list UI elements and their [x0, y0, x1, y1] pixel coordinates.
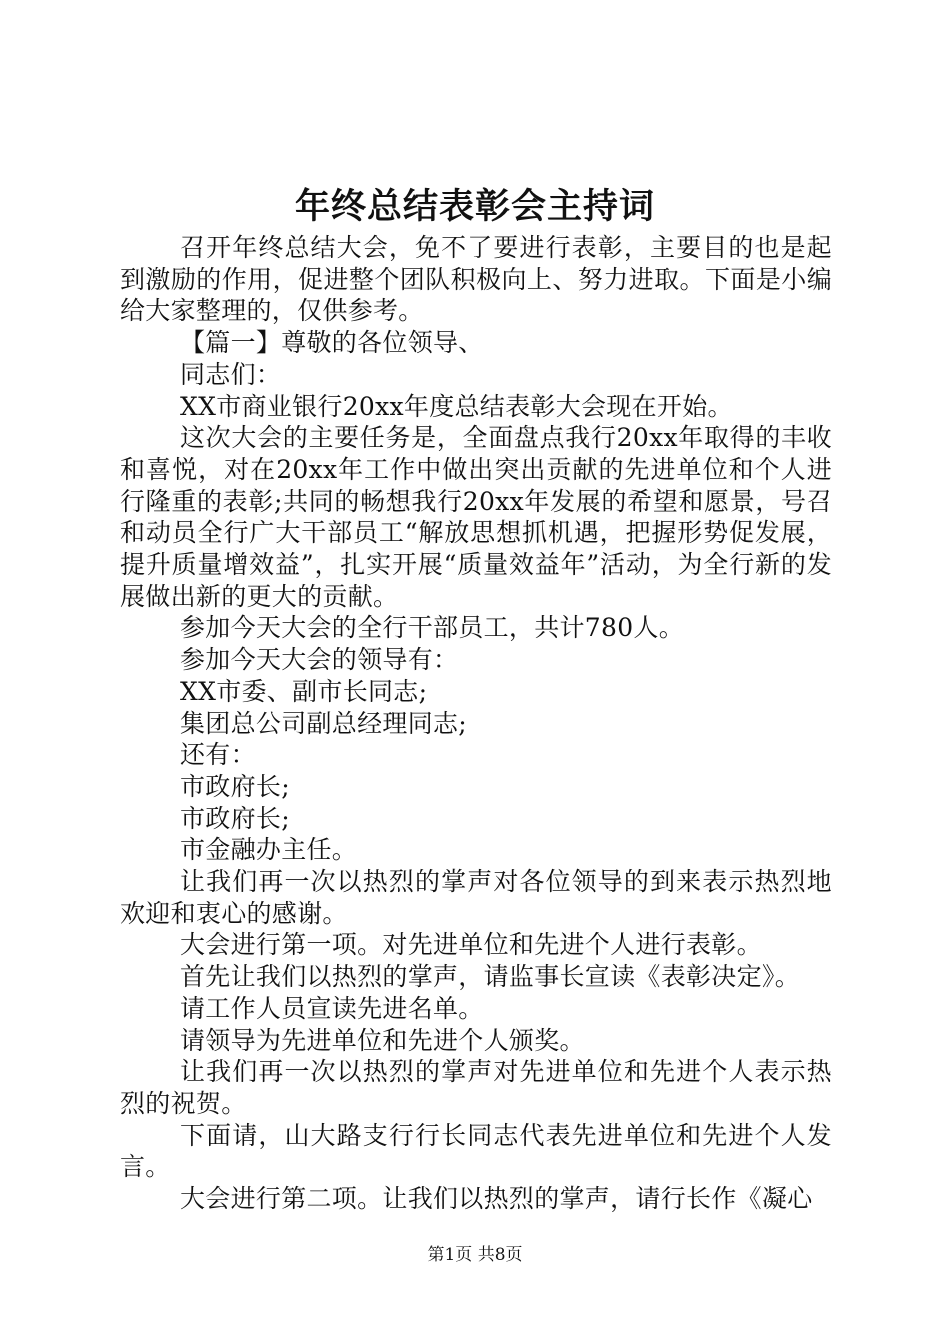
paragraph: 【篇一】尊敬的各位领导、	[180, 328, 484, 358]
paragraph: 让我们再一次以热烈的掌声对先进单位和先进个人表示热烈的祝贺。	[120, 1057, 832, 1118]
paragraph: 参加今天大会的全行干部员工，共计780人。	[180, 613, 685, 643]
document-title: 年终总结表彰会主持词	[294, 186, 655, 227]
paragraph: 市金融办主任。	[180, 835, 358, 865]
paragraph: 请工作人员宣读先进名单。	[180, 993, 484, 1023]
paragraph: 市政府长;	[180, 771, 290, 801]
page-footer: 第1页 共8页	[427, 1245, 523, 1265]
document-body	[120, 232, 832, 1215]
paragraph: 首先让我们以热烈的掌声，请监事长宣读《表彰决定》。	[180, 962, 801, 992]
paragraph: 大会进行第一项。对先进单位和先进个人进行表彰。	[180, 930, 762, 960]
paragraph: 这次大会的主要任务是，全面盘点我行20xx年取得的丰收和喜悦，对在20xx年工作中做出突出贡献的先进单位和个人进行隆重的表彰;共同的畅想我行20xx年发展的希望和愿景，号召和动员全行广大干部员工“解放思想抓机遇，把握形势促发展，提升质量增效益”，扎实开展“质量效益年”活动，为全行新的发展做出新的更大的贡献。	[120, 423, 832, 611]
paragraph: XX市委、副市长同志;	[180, 676, 428, 706]
paragraph: 请领导为先进单位和先进个人颁奖。	[180, 1025, 585, 1055]
paragraph: XX市商业银行20xx年度总结表彰大会现在开始。	[180, 391, 733, 421]
paragraph: 大会进行第二项。让我们以热烈的掌声，请行长作《凝心	[180, 1184, 813, 1214]
paragraph: 让我们再一次以热烈的掌声对各位领导的到来表示热烈地欢迎和衷心的感谢。	[120, 867, 832, 928]
paragraph: 市政府长;	[180, 803, 290, 833]
paragraph: 召开年终总结大会，免不了要进行表彰，主要目的也是起到激励的作用，促进整个团队积极向上、努力进取。下面是小编给大家整理的，仅供参考。	[120, 233, 832, 326]
paragraph: 还有：	[180, 740, 256, 770]
paragraph: 参加今天大会的领导有：	[180, 645, 459, 675]
paragraph: 集团总公司副总经理同志;	[180, 708, 468, 738]
paragraph: 下面请，山大路支行行长同志代表先进单位和先进个人发言。	[120, 1120, 832, 1182]
paragraph: 同志们：	[180, 359, 282, 389]
